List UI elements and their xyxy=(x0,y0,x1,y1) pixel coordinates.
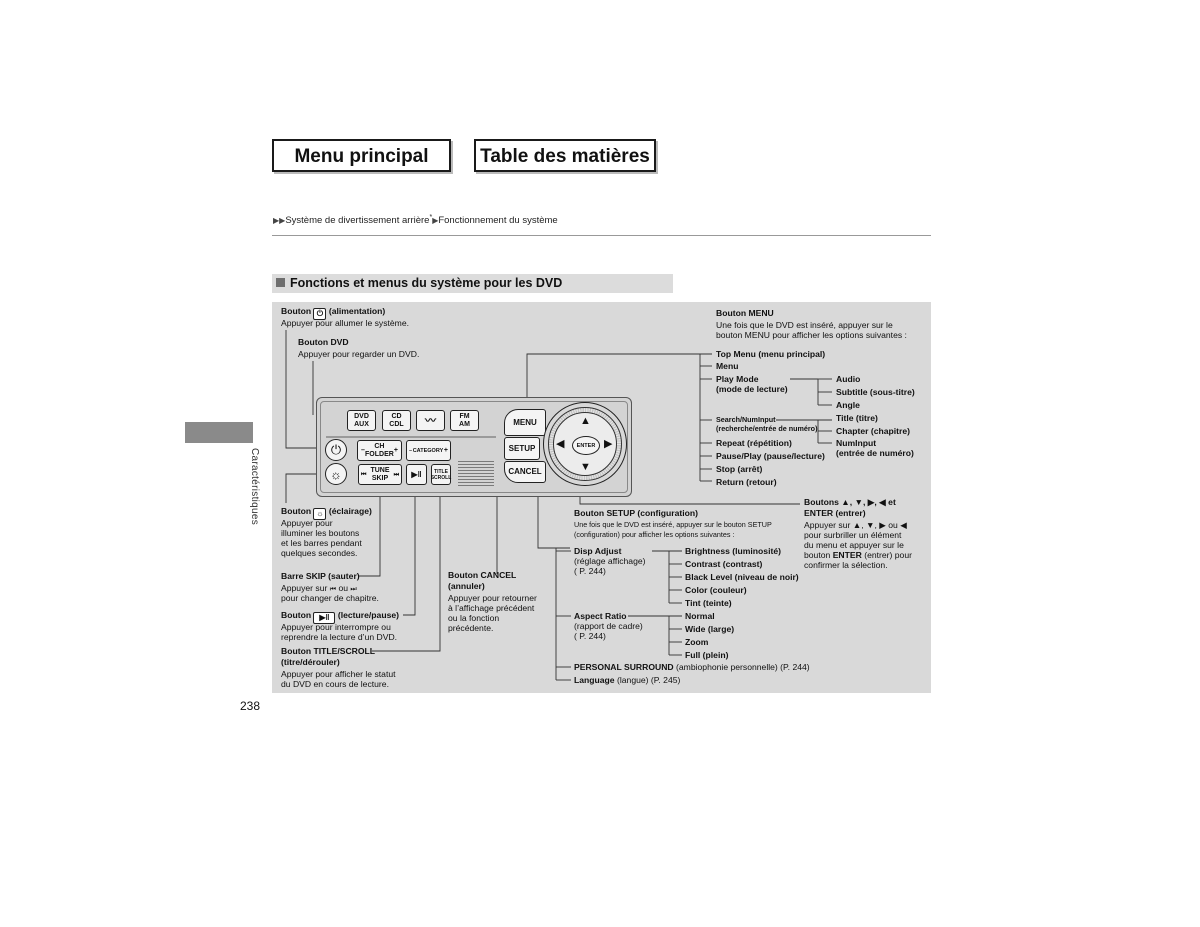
left-arrow-icon[interactable]: ◀ xyxy=(556,438,565,450)
breadcrumb-current: Fonctionnement du système xyxy=(438,215,558,227)
light-callout-desc-4: quelques secondes. xyxy=(281,548,358,558)
light-callout-desc-3: et les barres pendant xyxy=(281,538,362,548)
light-callout-suffix: (éclairage) xyxy=(328,506,372,516)
folder-label: FOLDER xyxy=(365,450,394,458)
arrows-callout-desc-5: confirmer la sélection. xyxy=(804,560,888,570)
aspect-page-ref[interactable]: ( P. 244) xyxy=(574,631,606,641)
power-callout-desc: Appuyer pour allumer le système. xyxy=(281,318,410,328)
aspect-opt-wide: Wide (large) xyxy=(685,624,735,634)
menu-item-repeat: Repeat (répétition) xyxy=(716,438,792,448)
language-page-ref[interactable]: P. 245) xyxy=(653,675,681,685)
enter-button[interactable] xyxy=(572,436,600,455)
brightness-icon: ☼ xyxy=(313,508,326,520)
search-opt-numinput: NumInput xyxy=(836,438,877,448)
search-opt-chapter: Chapter (chapitre) xyxy=(836,426,911,436)
title-label: TITLE xyxy=(434,468,448,475)
power-icon: ⏻ xyxy=(330,442,342,457)
cancel-callout-desc-3: ou la fonction xyxy=(448,613,500,623)
table-of-contents-label: Table des matières xyxy=(480,145,650,167)
page-number: 238 xyxy=(240,699,261,713)
skip-label: SKIP xyxy=(371,474,389,482)
setup-callout-title: Bouton SETUP (configuration) xyxy=(574,508,698,518)
am-label: AM xyxy=(459,420,470,428)
play-mode-opt-subtitle: Subtitle (sous-titre) xyxy=(836,387,915,397)
arrows-desc-bouton: bouton xyxy=(804,550,831,560)
device-slot-line xyxy=(326,436,496,438)
breadcrumb-arrow-icon: ▶ xyxy=(432,216,439,226)
skip-callout-desc-2: pour changer de chapitre. xyxy=(281,593,379,603)
aspect-opt-full: Full (plein) xyxy=(685,650,729,660)
play-pause-icon: ▶‖ xyxy=(411,469,422,479)
search-opt-numinput-2: (entrée de numéro) xyxy=(836,448,914,458)
arrows-callout-desc-4 xyxy=(804,550,912,560)
category-rocker[interactable] xyxy=(406,440,451,461)
play-callout-desc-2: reprendre la lecture d’un DVD. xyxy=(281,632,398,642)
menu-callout-title: Bouton MENU xyxy=(716,308,774,318)
disp-opt-brightness: Brightness (luminosité) xyxy=(685,546,781,556)
power-icon: ⏻ xyxy=(313,308,326,320)
ch-folder-rocker[interactable] xyxy=(357,440,402,461)
power-button[interactable] xyxy=(325,439,347,461)
play-pause-icon: ▶‖ xyxy=(313,612,335,624)
menu-callout-desc-1: Une fois que le DVD est inséré, appuyer sur le xyxy=(716,320,893,330)
cancel-callout-desc-2: à l’affichage précédent xyxy=(448,603,535,613)
menu-callout-desc-2: bouton MENU pour afficher les options suivantes : xyxy=(716,330,907,340)
title-scroll-callout-title: Bouton TITLE/SCROLL xyxy=(281,646,376,656)
menu-item-stop: Stop (arrêt) xyxy=(716,464,763,474)
main-menu-label: Menu principal xyxy=(294,145,429,167)
setup-item-aspect-2: (rapport de cadre) xyxy=(574,621,643,631)
disp-opt-tint: Tint (teinte) xyxy=(685,598,732,608)
disp-adjust-page-ref[interactable]: ( P. 244) xyxy=(574,566,606,576)
title-scroll-callout-desc-2: du DVD en cours de lecture. xyxy=(281,679,389,689)
category-plus[interactable]: + xyxy=(443,446,448,454)
light-callout-desc-2: illuminer les boutons xyxy=(281,528,360,538)
play-callout-suffix: (lecture/pause) xyxy=(337,610,399,620)
brightness-icon: ☼ xyxy=(330,466,342,482)
setup-callout-desc-1: Une fois que le DVD est inséré, appuyer sur le bouton SETUP xyxy=(574,520,772,529)
cancel-callout-title-2: (annuler) xyxy=(448,581,485,591)
dvd-callout-title: Bouton DVD xyxy=(298,337,349,347)
aspect-opt-zoom: Zoom xyxy=(685,637,709,647)
setup-callout-desc-2: (configuration) pour afficher les options suivantes : xyxy=(574,530,735,539)
menu-item-pause-play: Pause/Play (pause/lecture) xyxy=(716,451,825,461)
arrows-callout-title: Boutons ▲, ▼, ▶, ◀ et xyxy=(804,497,896,507)
dvd-label: DVD xyxy=(354,412,369,420)
menu-item-menu: Menu xyxy=(716,361,739,371)
play-mode-opt-audio: Audio xyxy=(836,374,861,384)
breadcrumb-link-rear-entertainment[interactable]: Système de divertissement arrière xyxy=(285,215,430,227)
cancel-callout-desc-1: Appuyer pour retourner xyxy=(448,593,537,603)
menu-item-play-mode: Play Mode xyxy=(716,374,759,384)
tune-label: TUNE xyxy=(370,466,390,474)
setup-item-personal-surround xyxy=(574,662,810,672)
setup-item-disp-adjust: Disp Adjust xyxy=(574,546,622,556)
menu-item-search-2: (recherche/entrée de numéro) xyxy=(716,424,818,433)
skip-desc-or: ou xyxy=(338,583,348,593)
arrows-desc-enter: ENTER xyxy=(832,550,862,560)
cancel-callout-desc-4: précédente. xyxy=(448,623,494,633)
title-scroll-callout-desc-1: Appuyer pour afficher le statut xyxy=(281,669,396,679)
navigation-dial[interactable] xyxy=(543,402,627,486)
personal-surround-desc: (ambiophonie personnelle) ( xyxy=(676,662,784,672)
scroll-label: SCROLL xyxy=(430,474,452,481)
ch-minus[interactable]: – xyxy=(361,446,365,454)
satellite-radio-icon: 〰 xyxy=(425,414,436,427)
personal-surround-page-ref[interactable]: P. 244) xyxy=(783,662,810,672)
breadcrumb-star: * xyxy=(429,214,433,221)
play-callout-prefix: Bouton xyxy=(281,610,312,620)
setup-button[interactable] xyxy=(504,437,540,460)
cdl-label: CDL xyxy=(389,420,404,428)
ch-plus[interactable]: + xyxy=(393,446,398,454)
arrows-callout-title-2: ENTER (entrer) xyxy=(804,508,866,518)
arrows-callout-desc-3: du menu et appuyer sur le xyxy=(804,540,904,550)
fm-am-button[interactable] xyxy=(450,410,479,431)
menu-button[interactable] xyxy=(504,409,546,436)
skip-forward-icon: ⏭ xyxy=(350,586,357,593)
menu-item-top-menu: Top Menu (menu principal) xyxy=(716,349,826,359)
disp-opt-contrast: Contrast (contrast) xyxy=(685,559,763,569)
power-callout-suffix: (alimentation) xyxy=(328,306,386,316)
skip-forward-icon[interactable]: ⏭ xyxy=(393,471,399,478)
setup-item-language xyxy=(574,675,680,685)
chapter-side-label-text: Caractéristiques xyxy=(249,448,260,526)
cancel-label: CANCEL xyxy=(508,467,542,476)
personal-surround-label: PERSONAL SURROUND xyxy=(574,662,674,672)
setup-item-disp-adjust-2: (réglage affichage) xyxy=(574,556,646,566)
language-label: Language xyxy=(574,675,615,685)
arrows-desc-entrer: (entrer) pour xyxy=(864,550,912,560)
arrows-callout-desc-2: pour surbriller un élément xyxy=(804,530,902,540)
menu-item-play-mode-2: (mode de lecture) xyxy=(716,384,788,394)
category-minus[interactable]: – xyxy=(409,447,413,454)
menu-item-return: Return (retour) xyxy=(716,477,777,487)
menu-item-search: Search/NumInput xyxy=(716,415,776,424)
power-callout-prefix: Bouton xyxy=(281,306,312,316)
play-callout-desc-1: Appuyer pour interrompre ou xyxy=(281,622,391,632)
aux-label: AUX xyxy=(354,420,369,428)
skip-back-icon[interactable]: ⏮ xyxy=(361,471,367,478)
disp-opt-black-level: Black Level (niveau de noir) xyxy=(685,572,799,582)
setup-label: SETUP xyxy=(508,443,536,453)
category-label: CATEGORY xyxy=(412,447,444,454)
breadcrumb-arrow-icon: ▶▶ xyxy=(273,216,286,226)
fm-label: FM xyxy=(459,412,470,420)
play-mode-opt-angle: Angle xyxy=(836,400,860,410)
cd-label: CD xyxy=(391,412,402,420)
speaker-grille xyxy=(458,461,494,486)
dvd-aux-button[interactable] xyxy=(347,410,376,431)
cancel-callout-title: Bouton CANCEL xyxy=(448,570,517,580)
skip-desc-prefix: Appuyer sur xyxy=(281,583,328,593)
cancel-button[interactable] xyxy=(504,461,546,483)
setup-item-aspect: Aspect Ratio xyxy=(574,611,627,621)
light-callout-desc-1: Appuyer pour xyxy=(281,518,333,528)
enter-label: ENTER xyxy=(576,442,596,449)
satellite-radio-button[interactable] xyxy=(416,410,445,431)
play-pause-button[interactable] xyxy=(406,464,427,485)
ch-label: CH xyxy=(374,442,385,450)
dvd-callout-desc: Appuyer pour regarder un DVD. xyxy=(298,349,420,359)
search-opt-title: Title (titre) xyxy=(836,413,878,423)
title-scroll-callout-title-2: (titre/dérouler) xyxy=(281,657,340,667)
tune-skip-bar[interactable] xyxy=(358,464,402,485)
section-title: Fonctions et menus du système pour les DVD xyxy=(290,276,563,290)
up-arrow-icon[interactable]: ▲ xyxy=(580,415,591,427)
light-callout-prefix: Bouton xyxy=(281,506,312,516)
aspect-opt-normal: Normal xyxy=(685,611,715,621)
menu-label: MENU xyxy=(513,417,537,427)
skip-callout-title: Barre SKIP (sauter) xyxy=(281,571,360,581)
illumination-button[interactable] xyxy=(325,463,347,485)
right-arrow-icon[interactable]: ▶ xyxy=(604,438,613,450)
disp-opt-color: Color (couleur) xyxy=(685,585,747,595)
title-scroll-button[interactable] xyxy=(431,464,451,485)
cd-cdl-button[interactable] xyxy=(382,410,411,431)
skip-back-icon: ⏮ xyxy=(329,586,337,593)
language-desc: (langue) ( xyxy=(616,675,654,685)
down-arrow-icon[interactable]: ▼ xyxy=(580,461,591,473)
arrows-callout-desc-1: Appuyer sur ▲, ▼, ▶ ou ◀ xyxy=(804,520,907,530)
